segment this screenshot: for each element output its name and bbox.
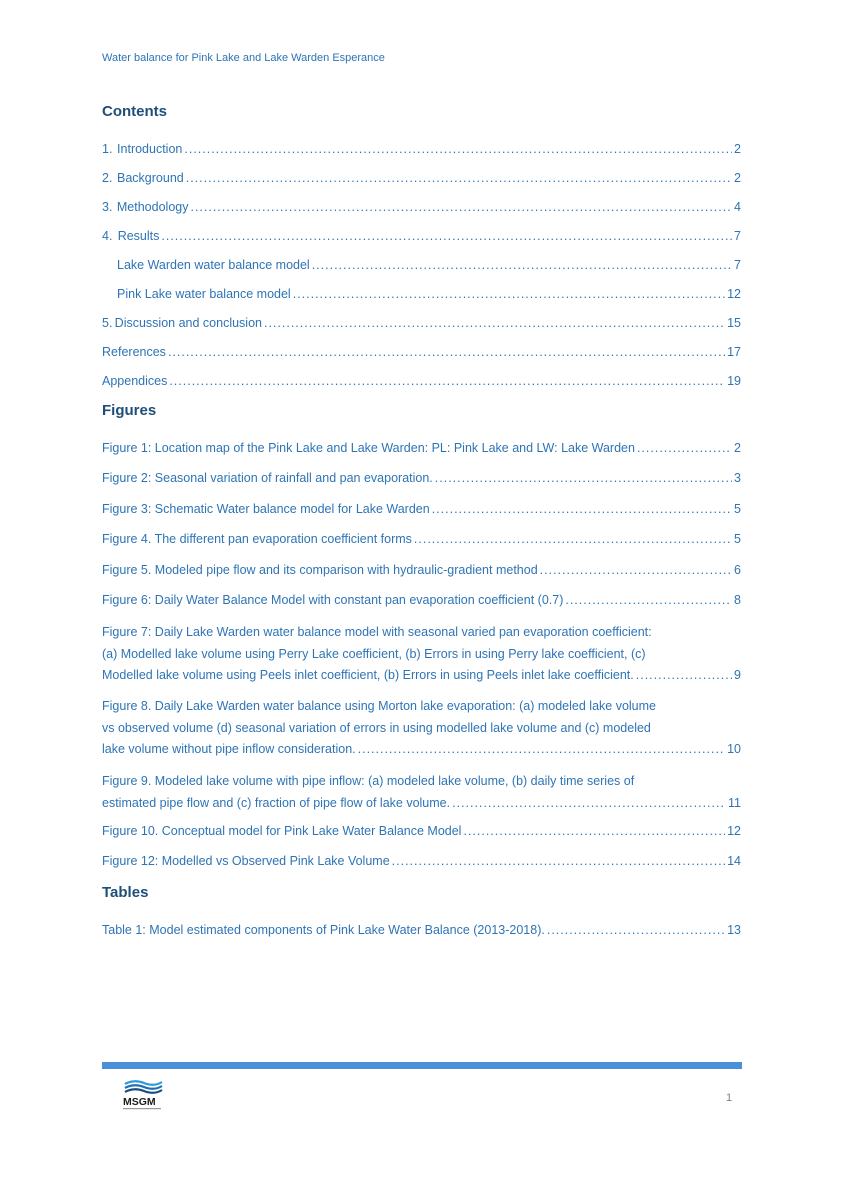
toc-entry-label: Introduction [117,142,183,156]
toc-entry-label: References [102,345,166,359]
toc-subentry[interactable] [117,258,741,272]
msgm-logo [122,1078,168,1112]
toc-entry-page: 4 [734,200,741,214]
figure-entry[interactable] [102,771,741,814]
table-entry[interactable] [102,923,741,937]
dot-leader [463,824,725,838]
figure-entry-page: 5 [734,502,741,516]
toc-entry[interactable] [102,374,741,388]
toc-entry-page: 19 [727,374,741,388]
figure-entry-label: Figure 6: Daily Water Balance Model with constant pan evaporation coefficient (0.7) [102,593,564,607]
toc-entry[interactable]: 5. Discussion and conclusion ..... 15 [102,316,741,330]
figure-entry-page: 12 [727,824,741,838]
figure-entry-line: estimated pipe flow and (c) fraction of pipe flow of lake volume. [102,795,451,810]
figure-entry-line: Figure 9. Modeled lake volume with pipe inflow: (a) modeled lake volume, (b) daily time series of [102,774,635,788]
figure-entry-line: lake volume without pipe inflow consideration. [102,742,356,756]
figure-entry-page: 5 [734,532,741,546]
dot-leader [637,441,732,455]
figure-entry-page: 2 [734,441,741,455]
toc-entry[interactable]: 2. Background ..... 2 [102,171,741,185]
toc-entry-page: 17 [727,345,741,359]
dot-leader [452,793,726,815]
wave-logo-icon [122,1078,168,1112]
table-entry-page: 13 [727,923,741,937]
dot-leader [565,593,732,607]
toc-entry-label: Pink Lake water balance model [117,287,291,301]
page-number: 1 [726,1092,733,1104]
figure-entry-label: Figure 10. Conceptual model for Pink Lake Water Balance Model [102,824,462,838]
figure-entry[interactable] [102,563,741,577]
figures-heading: Figures [102,402,157,419]
figure-entry-page: 14 [727,854,741,868]
dot-leader [358,739,725,761]
toc-entry[interactable]: 3. Methodology ..... 4 [102,200,741,214]
toc-entry-page: 2 [734,171,741,185]
dot-leader [186,171,732,185]
logo-text: MSGM [123,1096,156,1108]
toc-entry-page: 15 [727,316,741,330]
figure-entry-label: Figure 4. The different pan evaporation coefficient forms [102,532,412,546]
dot-leader [190,200,732,214]
toc-entry-label: Lake Warden water balance model [117,258,310,272]
figure-entry[interactable] [102,532,741,546]
figure-entry-label: Figure 1: Location map of the Pink Lake and Lake Warden: PL: Pink Lake and LW: Lake Warden [102,441,635,455]
dot-leader [636,665,732,687]
figure-entry[interactable] [102,502,741,516]
figure-entry[interactable] [102,696,741,761]
toc-entry-page: 7 [734,258,741,272]
dot-leader [547,923,725,937]
contents-heading: Contents [102,103,167,120]
toc-entry-page: 12 [727,287,741,301]
figure-entry-line: Modelled lake volume using Peels inlet coefficient, (b) Errors in using Peels inlet lake coefficient. [102,668,634,682]
figure-entry[interactable] [102,441,741,455]
dot-leader [435,471,732,485]
figure-entry[interactable] [102,824,741,838]
toc-entry[interactable] [102,345,741,359]
figure-entry[interactable] [102,593,741,607]
figure-entry-label: Figure 2: Seasonal variation of rainfall and pan evaporation. [102,471,433,485]
figure-entry-page: 8 [734,593,741,607]
dot-leader [293,287,725,301]
toc-entry[interactable]: 4. Results ..... 7 [102,229,741,243]
toc-entry-page: 7 [734,229,741,243]
toc-entry-label: Background [117,171,184,185]
toc-entry-label: Appendices [102,374,168,388]
dot-leader [414,532,732,546]
toc-entry-label: Discussion and conclusion [114,316,262,330]
dot-leader [392,854,725,868]
figure-entry-page: 11 [728,795,741,810]
figure-entry[interactable] [102,854,741,868]
dot-leader [168,345,725,359]
toc-entry[interactable]: 1. Introduction ..... 2 [102,142,741,156]
tables-heading: Tables [102,884,149,901]
figure-entry-label: Figure 12: Modelled vs Observed Pink Lake Volume [102,854,390,868]
dot-leader [184,142,732,156]
figure-entry-page: 9 [734,668,741,682]
figure-entry-line: vs observed volume (d) seasonal variation of errors in using modelled lake volume and (c) modeled [102,720,651,735]
figure-entry-page: 3 [734,471,741,485]
figure-entry[interactable] [102,622,741,687]
figure-entry-page: 6 [734,563,741,577]
dot-leader [540,563,732,577]
figure-entry[interactable] [102,471,741,485]
dot-leader [432,502,732,516]
figure-entry-line: Figure 8. Daily Lake Warden water balance using Morton lake evaporation: (a) modeled lake volume [102,699,656,713]
toc-entry-label: Results [117,229,160,243]
toc-entry-label: Methodology [116,200,189,214]
dot-leader [169,374,725,388]
figure-entry-label: Figure 5. Modeled pipe flow and its comparison with hydraulic-gradient method [102,563,538,577]
figure-entry-line: Figure 7: Daily Lake Warden water balance model with seasonal varied pan evaporation coefficient: [102,625,652,639]
toc-entry-page: 2 [734,142,741,156]
dot-leader [264,316,725,330]
figure-entry-line: (a) Modelled lake volume using Perry Lake coefficient, (b) Errors in using Perry lake coefficient, (c) [102,646,646,661]
figure-entry-page: 10 [727,742,741,756]
running-header: Water balance for Pink Lake and Lake Warden Esperance [102,52,385,64]
table-entry-label: Table 1: Model estimated components of Pink Lake Water Balance (2013-2018). [102,923,545,937]
toc-subentry[interactable] [117,287,741,301]
footer-divider [102,1062,742,1069]
figure-entry-label: Figure 3: Schematic Water balance model for Lake Warden [102,502,430,516]
dot-leader [312,258,732,272]
dot-leader [161,229,732,243]
